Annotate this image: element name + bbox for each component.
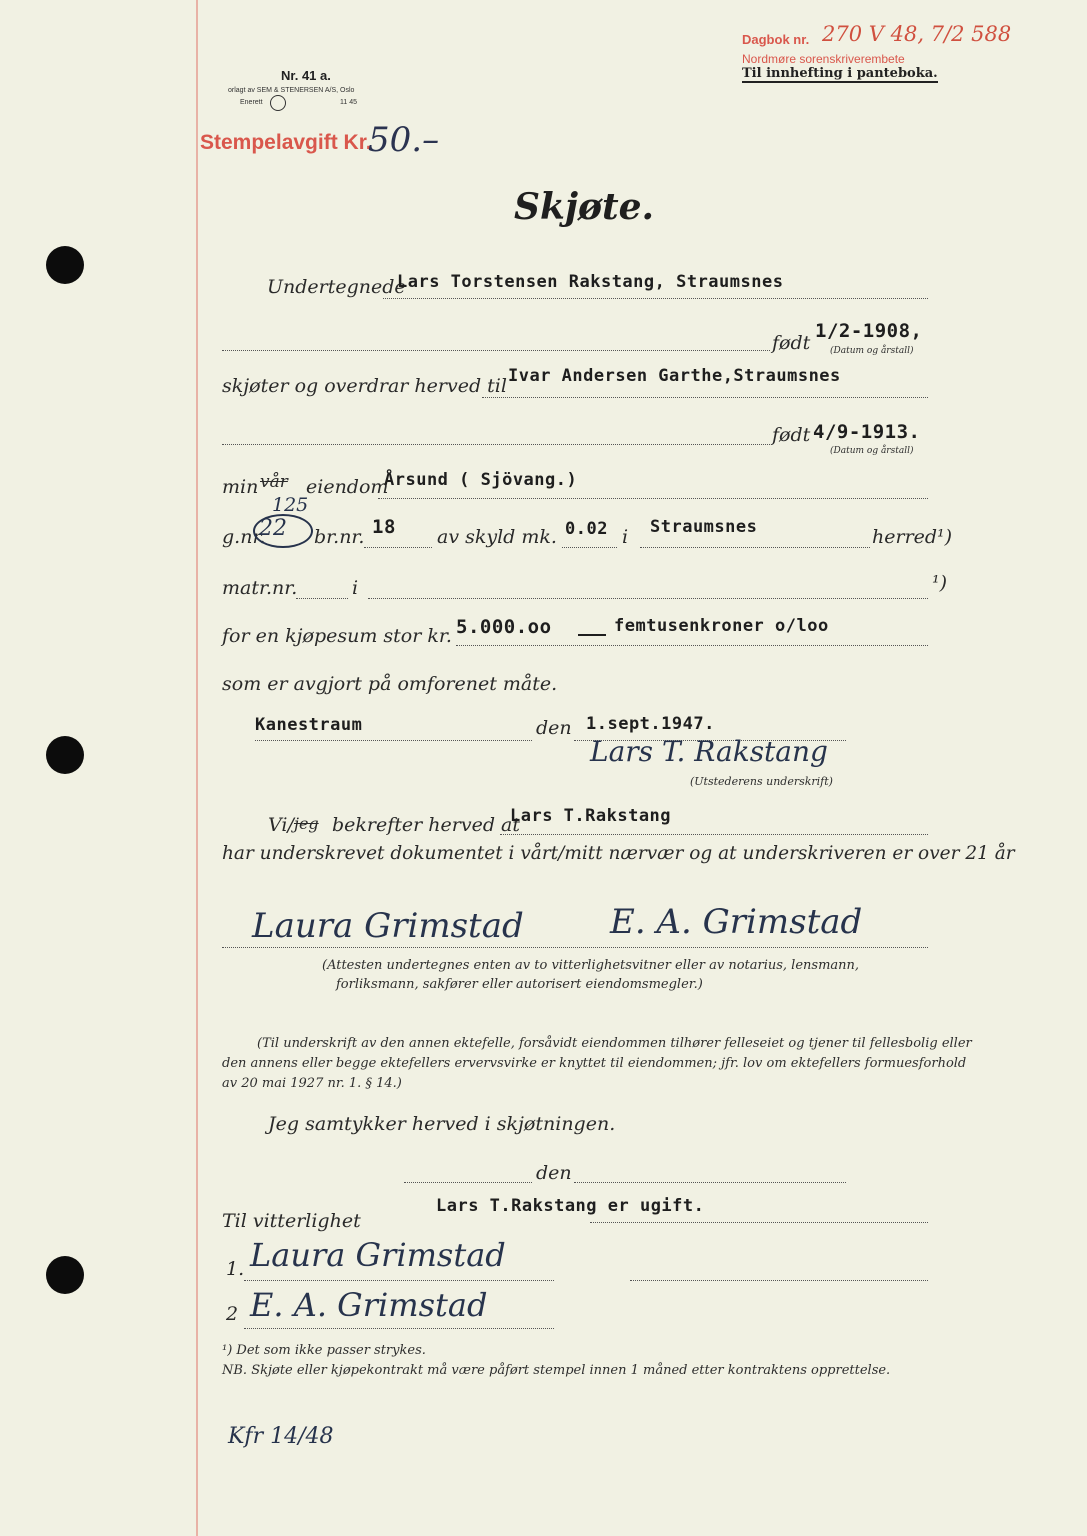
matr-note: ¹): [932, 572, 948, 594]
bottom-mark: Kfr 14/48: [228, 1424, 334, 1449]
attest-note-line1: (Attesten undertegnes enten av to vitterlighetsvitner eller av notarius, lensmann,: [322, 958, 860, 973]
attest-strike: jeg: [294, 814, 319, 833]
brnr-value: 18: [372, 516, 396, 538]
publisher-enerett: Enerett: [240, 99, 263, 106]
fodt1-value: 1/2-1908,: [815, 320, 923, 342]
skjoter-value: Ivar Andersen Garthe,Straumsnes: [508, 366, 841, 386]
sted-value: Kanestraum: [255, 715, 363, 735]
witness-number-1: 1.: [226, 1258, 245, 1280]
publisher-code: 11 45: [340, 99, 357, 106]
stamp-duty-label: Stempelavgift Kr.: [200, 131, 372, 154]
attest-note-line2: forliksmann, sakfører eller autorisert eiendomsmegler.): [336, 977, 703, 992]
skjoter-label: skjøter og overdrar herved til: [222, 375, 507, 397]
kjopesum-value: 5.000.oo: [456, 616, 552, 638]
gnr-label: g.nr.: [222, 526, 266, 548]
punch-hole: [46, 736, 84, 774]
vitterlighet-signature-1: Laura Grimstad: [250, 1236, 506, 1274]
dagbok-label: Dagbok nr.: [742, 32, 810, 47]
footnote-line2: NB. Skjøte eller kjøpekontrakt må være påført stempel innen 1 måned etter kontraktens opprettelse.: [222, 1363, 891, 1378]
eiendom-label-min: min: [222, 476, 259, 498]
eiendom-strike: vår: [260, 472, 288, 492]
herred-value: Straumsnes: [650, 517, 758, 537]
amount-dash: [578, 634, 606, 636]
spouse-note-line2: den annens eller begge ektefellers ervervsvirke er knyttet til eiendommen; jfr. lov om ektefellers formuesforhold: [222, 1056, 967, 1071]
matr-label: matr.nr.: [222, 577, 298, 599]
brnr-label: br.nr.: [314, 526, 365, 548]
avgjort-text: som er avgjort på omforenet måte.: [222, 673, 558, 695]
punch-hole: [46, 1256, 84, 1294]
kjopesum-words: femtusenkroner o/loo: [614, 616, 829, 636]
eiendom-label: eiendom: [306, 476, 389, 498]
undertegnede-value: Lars Torstensen Rakstang, Straumsnes: [397, 272, 784, 292]
binding-note: Til innhefting i panteboka.: [742, 66, 938, 81]
fodt1-label: født: [772, 332, 811, 354]
i-label: i: [622, 526, 629, 548]
margin-line: [196, 0, 198, 1536]
attest-vi: Vi/: [268, 814, 294, 836]
gnr-value: 22: [259, 516, 287, 541]
datum-hint: (Datum og årstall): [830, 446, 914, 456]
dagbok-value: 270 V 48, 7/2 588: [822, 22, 1012, 46]
attest-value: Lars T.Rakstang: [510, 806, 672, 826]
den-label: den: [536, 717, 572, 739]
vitterlighet-label: Til vitterlighet: [222, 1210, 361, 1232]
skyld-label: av skyld mk.: [437, 526, 557, 548]
eiendom-value: Årsund ( Sjövang.): [384, 470, 578, 490]
footnote-line1: ¹) Det som ikke passer strykes.: [222, 1343, 426, 1358]
kjopesum-label: for en kjøpesum stor kr.: [222, 625, 452, 647]
date-value: 1.sept.1947.: [586, 714, 715, 734]
publisher-logo-icon: [270, 95, 286, 111]
page-title: Skjøte.: [514, 186, 655, 228]
herred-label: herred¹): [872, 526, 953, 548]
utsteder-hint: (Utstederens underskrift): [690, 775, 833, 788]
registry-office: Nordmøre sorenskriverembete: [742, 52, 905, 66]
witness2-signature: E. A. Grimstad: [610, 902, 863, 942]
witness1-signature: Laura Grimstad: [252, 906, 524, 946]
stamp-duty-amount: 50.–: [368, 120, 440, 160]
publisher-line: orlagt av SEM & STENERSEN A/S, Oslo: [228, 87, 355, 94]
gnr-circle: [253, 514, 313, 548]
unmarried-note: Lars T.Rakstang er ugift.: [436, 1196, 705, 1216]
utsteder-signature: Lars T. Rakstang: [590, 735, 828, 768]
form-number: Nr. 41 a.: [281, 68, 331, 83]
fodt2-value: 4/9-1913.: [813, 421, 921, 443]
skyld-value: 0.02: [565, 519, 608, 539]
datum-hint: (Datum og årstall): [830, 346, 914, 356]
witness-number-2: 2: [226, 1303, 239, 1325]
fodt2-label: født: [772, 424, 811, 446]
spouse-note-line3: av 20 mai 1927 nr. 1. § 14.): [222, 1076, 402, 1091]
gnr-handwritten: 125: [272, 494, 309, 516]
consent-den: den: [536, 1162, 572, 1184]
vitterlighet-signature-2: E. A. Grimstad: [250, 1286, 488, 1324]
attest-bekrefter: bekrefter herved at: [332, 814, 520, 836]
attest-line2: har underskrevet dokumentet i vårt/mitt nærvær og at underskriveren er over 21 år: [222, 843, 1015, 864]
consent-text: Jeg samtykker herved i skjøtningen.: [268, 1113, 616, 1135]
undertegnede-label: Undertegnede: [267, 276, 406, 298]
punch-hole: [46, 246, 84, 284]
spouse-note-line1: (Til underskrift av den annen ektefelle, forsåvidt eiendommen tilhører felleseiet og tjener til fellesbolig eller: [257, 1036, 972, 1051]
matr-i: i: [352, 577, 359, 599]
